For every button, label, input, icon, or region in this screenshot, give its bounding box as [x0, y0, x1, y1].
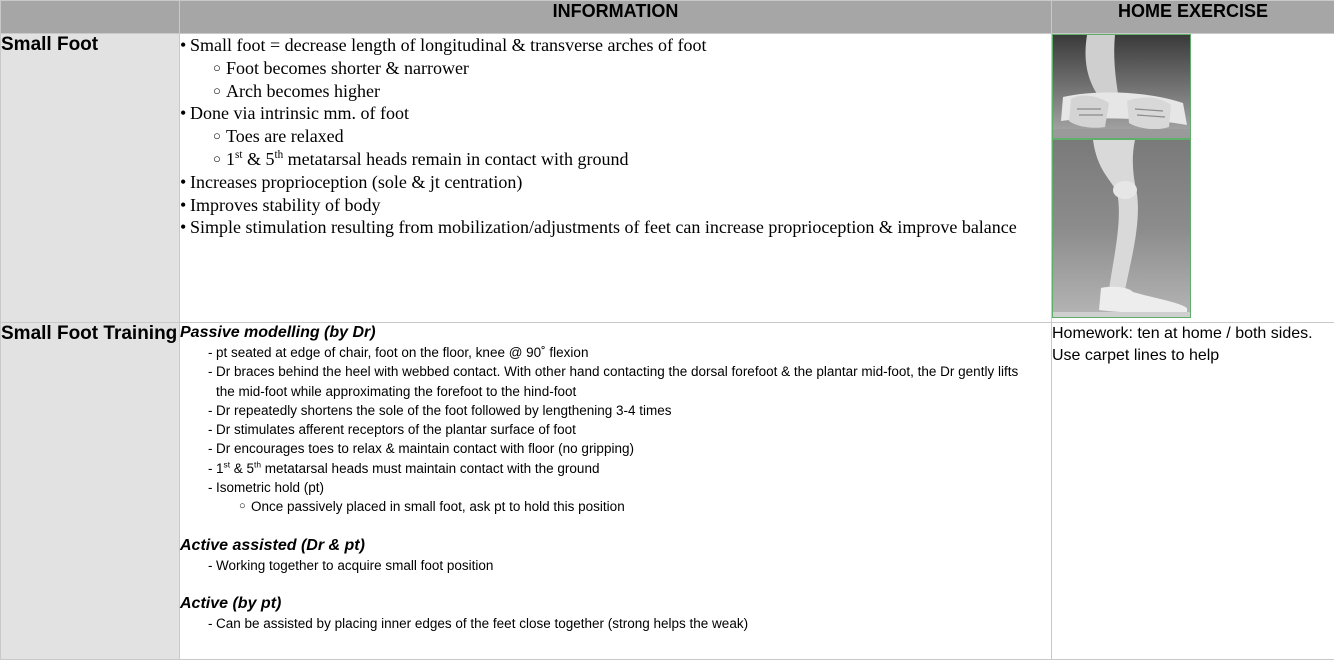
list-item: ○ Once passively placed in small foot, ask pt to hold this position: [180, 497, 1051, 516]
row-label-small-foot-training: Small Foot Training: [1, 323, 180, 660]
standing-leg-small-foot-photo: [1053, 140, 1190, 317]
information-small-foot-training: [180, 323, 1052, 660]
ordinal-suffix: st: [235, 148, 243, 161]
section-title-active-assisted: Active assisted (Dr & pt): [180, 536, 365, 554]
list-item: - pt seated at edge of chair, foot on the floor, knee @ 90˚ flexion: [180, 343, 1051, 362]
list-item: • Done via intrinsic mm. of foot: [180, 102, 1051, 125]
list-item: - Dr repeatedly shortens the sole of the foot followed by lengthening 3-4 times: [180, 401, 1051, 420]
row-small-foot-training: [1, 323, 1334, 660]
list-item: - Can be assisted by placing inner edges of the feet close together (strong helps the weak): [180, 614, 1051, 633]
list-item: • Small foot = decrease length of longitudinal & transverse arches of foot: [180, 34, 1051, 57]
passive-modelling-list: [180, 343, 1051, 517]
spacer: [180, 517, 1051, 536]
list-item: - Working together to acquire small foot position: [180, 556, 1051, 575]
row-label-small-foot: Small Foot: [1, 34, 180, 323]
section-title-passive-modelling: Passive modelling (by Dr): [180, 324, 376, 341]
list-item-text: metatarsal heads remain in contact with ground: [283, 148, 629, 169]
row-small-foot: [1, 34, 1334, 323]
list-item: ○ Foot becomes shorter & narrower: [180, 57, 1051, 80]
header-corner: [1, 1, 180, 34]
list-item: [180, 459, 1051, 478]
list-item: [180, 148, 1051, 171]
home-exercise-small-foot: [1052, 34, 1334, 323]
header-home-exercise: HOME EXERCISE: [1052, 1, 1334, 34]
active-list: [180, 614, 1051, 633]
header-information: INFORMATION: [180, 1, 1052, 34]
ordinal-suffix: st: [223, 459, 231, 470]
header-row: [1, 1, 1334, 34]
list-item: - Isometric hold (pt): [180, 478, 1051, 497]
list-item: - Dr braces behind the heel with webbed contact. With other hand contacting the dorsal forefoot & the plantar mid-foot, the Dr gently lifts the mid-foot while approximating the forefoot to the hind-foot: [180, 362, 1051, 401]
home-exercise-training: Homework: ten at home / both sides. Use carpet lines to help: [1052, 323, 1334, 660]
list-item: • Simple stimulation resulting from mobilization/adjustments of feet can increase proprioception & improve balance: [180, 216, 1051, 239]
list-item: • Increases proprioception (sole & jt centration): [180, 171, 1051, 194]
home-exercise-photos: [1052, 34, 1191, 318]
ordinal-join: & 5: [230, 460, 255, 476]
hands-stretching-foot-photo: [1053, 35, 1190, 138]
list-item-text: metatarsal heads must maintain contact with the ground: [261, 460, 600, 476]
ordinal-number: 1: [216, 460, 224, 476]
information-small-foot: [180, 34, 1052, 323]
ordinal-join: & 5: [242, 148, 275, 169]
list-item: - Dr stimulates afferent receptors of the plantar surface of foot: [180, 420, 1051, 439]
list-item: • Improves stability of body: [180, 194, 1051, 217]
ordinal-suffix: th: [274, 148, 284, 161]
small-foot-bullet-list: [180, 34, 1051, 239]
list-item: ○ Arch becomes higher: [180, 80, 1051, 103]
section-title-active: Active (by pt): [180, 594, 282, 612]
list-item: - Dr encourages toes to relax & maintain contact with floor (no gripping): [180, 439, 1051, 458]
list-item: ○ Toes are relaxed: [180, 125, 1051, 148]
ordinal-number: 1: [226, 148, 235, 169]
active-assisted-list: [180, 556, 1051, 575]
ordinal-suffix: th: [254, 459, 262, 470]
spacer: [180, 575, 1051, 594]
